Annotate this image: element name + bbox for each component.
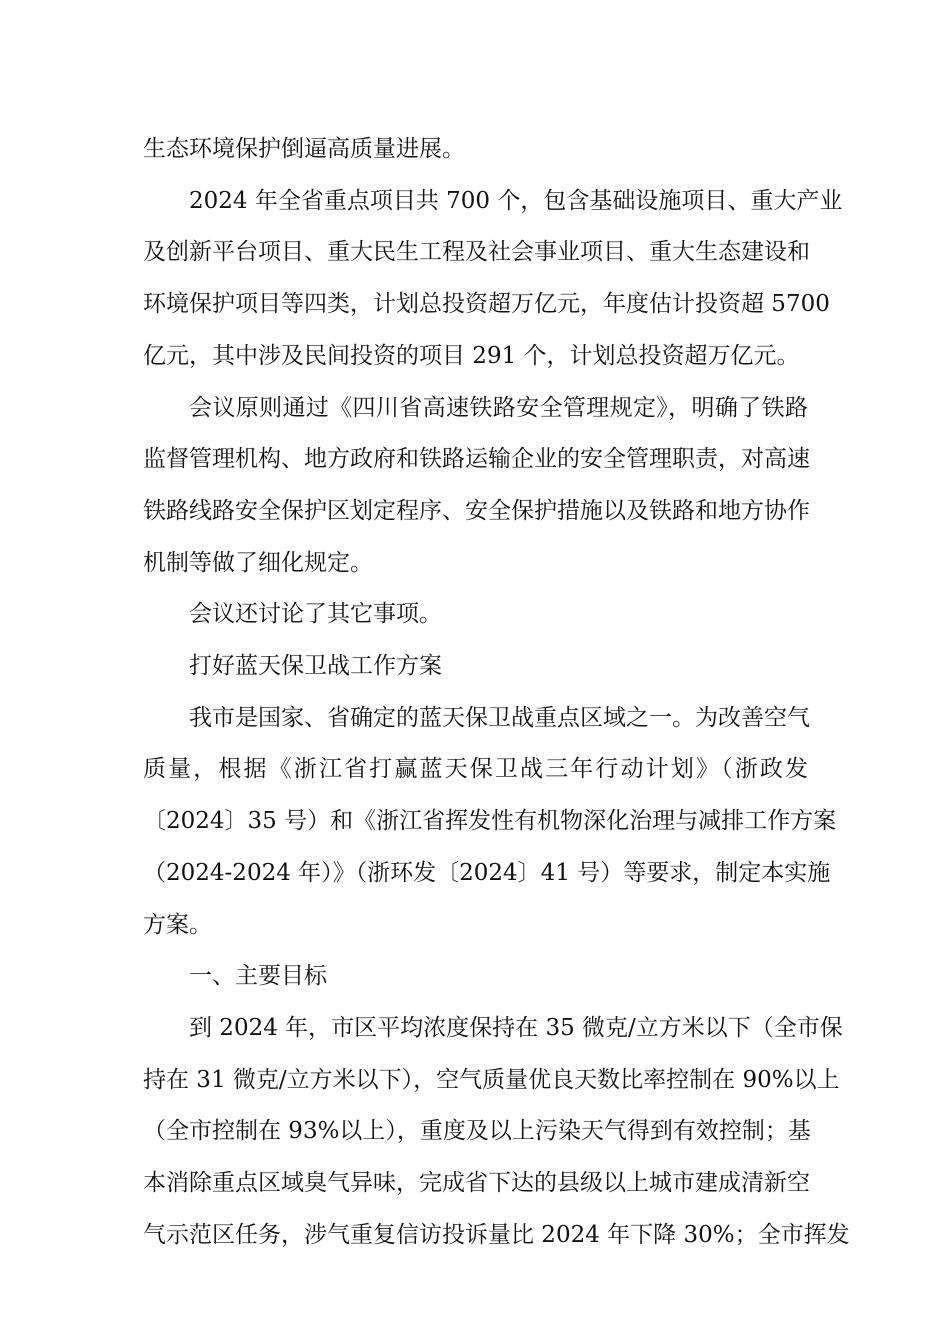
text-line: 质量，根据《浙江省打赢蓝天保卫战三年行动计划》（浙政发 — [143, 756, 808, 783]
text-line: 本消除重点区域臭气异味，完成省下达的县级以上城市建成清新空 — [143, 1170, 810, 1197]
text-line: 铁路线路安全保护区划定程序、安全保护措施以及铁路和地方协作 — [143, 497, 810, 524]
text-line: 我市是国家、省确定的蓝天保卫战重点区域之一。为改善空气 — [189, 704, 810, 731]
text-line: 环境保护项目等四类，计划总投资超万亿元，年度估计投资超 5700 — [143, 291, 830, 318]
paragraph — [143, 951, 808, 1003]
text-line: 及创新平台项目、重大民生工程及社会事业项目、重大生态建设和 — [143, 239, 810, 266]
text-line: 亿元，其中涉及民间投资的项目 291 个，计划总投资超万亿元。 — [143, 342, 800, 369]
text-line: （2024-2024 年）》（浙环发〔2024〕41 号）等要求，制定本实施 — [143, 859, 831, 886]
paragraph — [143, 641, 808, 693]
text-line: 2024 年全省重点项目共 700 个，包含基础设施项目、重大产业 — [189, 187, 843, 214]
text-line: 会议还讨论了其它事项。 — [189, 601, 442, 628]
text-line: 会议原则通过《四川省高速铁路安全管理规定》，明确了铁路 — [189, 394, 808, 421]
text-line: 监督管理机构、地方政府和铁路运输企业的安全管理职责，对高速 — [143, 446, 810, 473]
text-line: 持在 31 微克/立方米以下），空气质量优良天数比率控制在 90%以上 — [143, 1066, 840, 1093]
paragraph — [143, 589, 808, 641]
paragraph — [143, 176, 843, 383]
text-line: 一、主要目标 — [189, 963, 327, 990]
text-line: 生态环境保护倒逼高质量进展。 — [143, 136, 465, 162]
text-line: 〔2024〕35 号）和《浙江省挥发性有机物深化治理与减排工作方案 — [143, 808, 837, 835]
paragraph — [143, 124, 808, 176]
text-line: 方案。 — [143, 911, 212, 938]
paragraph — [143, 693, 837, 952]
paragraph — [143, 1003, 850, 1262]
text-line: 气示范区任务，涉气重复信访投诉量比 2024 年下降 30%；全市挥发 — [143, 1221, 850, 1248]
text-line: 机制等做了细化规定。 — [143, 549, 373, 576]
document-body — [143, 124, 850, 1261]
text-line: 到 2024 年，市区平均浓度保持在 35 微克/立方米以下（全市保 — [189, 1014, 843, 1041]
text-line: （全市控制在 93%以上），重度及以上污染天气得到有效控制；基 — [143, 1118, 811, 1145]
text-line: 打好蓝天保卫战工作方案 — [189, 653, 442, 680]
paragraph — [143, 383, 808, 590]
